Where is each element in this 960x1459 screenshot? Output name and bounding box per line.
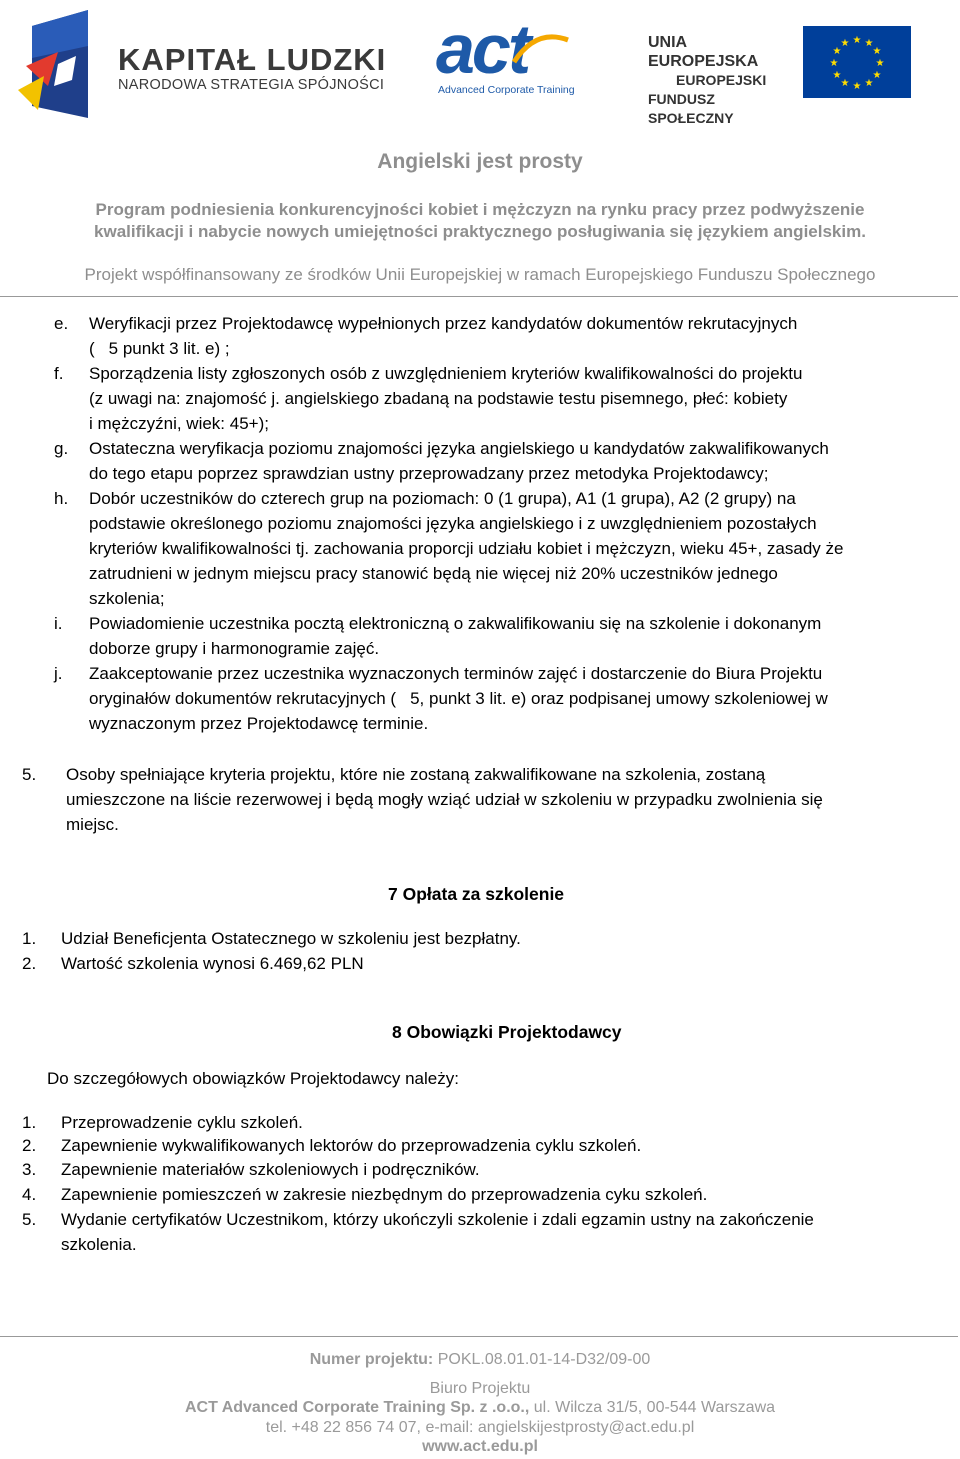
list-item-j-line [89,686,828,711]
eu-flag-icon [803,26,911,98]
ref-text: oryginałów dokumentów rekrutacyjnych ( [89,689,397,708]
section-7-item: Wartość szkolenia wynosi 6.469,62 PLN [61,954,364,973]
svg-text:★: ★ [840,78,850,89]
item-5-line: umieszczone na liście rezerwowej i będą mogły wziąć udział w szkoleniu w przypadku zwolnienia się [66,790,823,809]
list-item-h-line: podstawie określonego poziomu znajomości języka angielskiego i z uwzględnieniem pozostałych [89,514,817,533]
section-8-item: Zapewnienie wykwalifikowanych lektorów do przeprowadzenia cyklu szkoleń. [61,1136,642,1155]
list-marker: 3. [22,1160,37,1179]
kapital-ludzki-title: KAPITAŁ LUDZKI [118,42,387,77]
list-item-i-line: Powiadomienie uczestnika pocztą elektroniczną o zakwalifikowaniu się na szkolenie i dokonanym [89,614,822,633]
list-marker: j. [54,664,63,683]
company-name: ACT Advanced Corporate Training Sp. z .o.o., [184,1399,530,1416]
list-item-f-line: Sporządzenia listy zgłoszonych osób z uwzględnieniem kryteriów kwalifikowalności do projektu [89,364,803,383]
svg-text:★: ★ [872,70,882,81]
list-item-h-line: zatrudnieni w jednym miejscu pracy stanowić będą nie więcej niż 20% uczestników jednego [89,564,778,583]
page-title: Angielski jest prosty [377,150,583,173]
svg-text:★: ★ [872,46,882,57]
section-7-item: Udział Beneficjenta Ostatecznego w szkoleniu jest bezpłatny. [61,929,521,948]
section-7-heading [378,884,564,905]
list-marker: 1. [22,929,37,948]
ref-text: 5, punkt 3 lit. e) oraz podpisanej umowy szkoleniowej w [410,689,828,708]
list-item-e-line [89,336,230,361]
logo-bar [0,0,960,130]
program-line-1: Program podniesienia konkurencyjności kobiet i mężczyzn na rynku pracy przez podwyższenie [95,200,865,219]
svg-text:★: ★ [852,81,862,92]
program-line-2: kwalifikacji i nabycie nowych umiejętności praktycznego posługiwania się językiem angielskim. [94,222,866,241]
company-address: ul. Wilcza 31/5, 00-544 Warszawa [533,1399,776,1416]
eu-line-1: UNIA EUROPEJSKA [648,34,759,70]
svg-text:★: ★ [829,58,839,69]
list-item-g-line: Ostateczna weryfikacja poziomu znajomości języka angielskiego u kandydatów zakwalifikowanych [89,439,829,458]
list-item-h-line: Dobór uczestników do czterech grup na poziomach: 0 (1 grupa), A1 (1 grupa), A2 (2 grupy) na [89,489,796,508]
list-marker: 4. [22,1185,37,1204]
list-marker: 2. [22,1136,37,1155]
list-marker: h. [54,489,69,508]
list-item-i-line: doborze grupy i harmonogramie zajęć. [89,639,380,658]
item-5-line: Osoby spełniające kryteria projektu, które nie zostaną zakwalifikowane na szkolenia, zostaną [66,765,766,784]
list-item-j-line: Zaakceptowanie przez uczestnika wyznaczonych terminów zajęć i dostarczenie do Biura Projektu [89,664,823,683]
item-5-line: miejsc. [66,815,119,834]
ref-text: 5 punkt 3 lit. e) ; [108,339,230,358]
footer-contact: tel. +48 22 856 74 07, e-mail: angielskijestprosty@act.edu.pl [265,1419,695,1436]
list-marker: e. [54,314,69,333]
section-8-item: Zapewnienie pomieszczeń w zakresie niezbędnym do przeprowadzenia cyku szkoleń. [61,1185,708,1204]
list-marker: 1. [22,1113,37,1132]
footer-website: www.act.edu.pl [422,1438,538,1455]
list-marker: i. [54,614,63,633]
header-divider [0,296,958,297]
footer-office: Biuro Projektu [429,1380,531,1397]
paren: ( [89,339,95,358]
section-8-intro: Do szczegółowych obowiązków Projektodawcy należy: [47,1069,459,1088]
section-8-item: Przeprowadzenie cyklu szkoleń. [61,1113,303,1132]
list-marker: 2. [22,954,37,973]
footer-divider [0,1336,958,1337]
kapital-ludzki-flag-icon [18,6,108,118]
svg-text:★: ★ [832,70,842,81]
section-8-item: Zapewnienie materiałów szkoleniowych i podręczników. [61,1160,480,1179]
svg-text:★: ★ [852,35,862,46]
list-marker: 5. [22,1210,37,1229]
svg-text:★: ★ [875,58,885,69]
svg-text:★: ★ [840,38,850,49]
list-item-h-line: szkolenia; [89,589,165,608]
list-item-f-line: i mężczyźni, wiek: 45+); [89,414,269,433]
list-item-e-line: Weryfikacji przez Projektodawcę wypełnionych przez kandydatów dokumentów rekrutacyjnych [89,314,798,333]
svg-text:★: ★ [832,46,842,57]
eu-line-3: FUNDUSZ SPOŁECZNY [648,91,734,126]
act-swoosh-icon [508,22,572,86]
section-8-heading-text: 8 Obowiązki Projektodawcy [392,1022,622,1042]
footer-company [0,1399,960,1417]
footer-project-number [0,1351,960,1369]
list-item-h-line: kryteriów kwalifikowalności tj. zachowania proporcji udziału kobiet i mężczyzn, wieku 45+, zasady że [89,539,844,558]
act-logo-subtitle: Advanced Corporate Training [438,84,575,96]
section-8-item: Wydanie certyfikatów Uczestnikom, którzy ukończyli szkolenie i zdali egzamin ustny na zakończenie [61,1210,814,1229]
project-number-value: POKL.08.01.01-14-D32/09-00 [437,1351,651,1368]
project-number-label: Numer projektu: [309,1351,434,1368]
act-logo-text: act [436,10,529,88]
funding-statement: Projekt współfinansowany ze środków Unii Europejskiej w ramach Europejskiego Funduszu Społecznego [84,265,876,284]
list-marker: f. [54,364,64,383]
section-8-item: szkolenia. [61,1235,137,1254]
list-marker: g. [54,439,69,458]
svg-text:★: ★ [864,38,874,49]
list-item-f-line: (z uwagi na: znajomość j. angielskiego zbadaną na podstawie testu pisemnego, płeć: kobiety [89,389,788,408]
list-item-j-line: wyznaczonym przez Projektodawcę terminie. [89,714,429,733]
list-item-g-line: do tego etapu poprzez sprawdzian ustny przeprowadzany przez metodyka Projektodawcy; [89,464,769,483]
eu-logo-text [648,33,798,128]
eu-line-2: EUROPEJSKI [676,72,767,88]
program-description [0,199,960,243]
list-marker: 5. [22,765,37,784]
kapital-ludzki-subtitle: NARODOWA STRATEGIA SPÓJNOŚCI [118,77,385,93]
section-7-heading-text: 7 Opłata za szkolenie [388,884,565,904]
section-8-heading [382,1022,622,1043]
svg-text:★: ★ [864,78,874,89]
